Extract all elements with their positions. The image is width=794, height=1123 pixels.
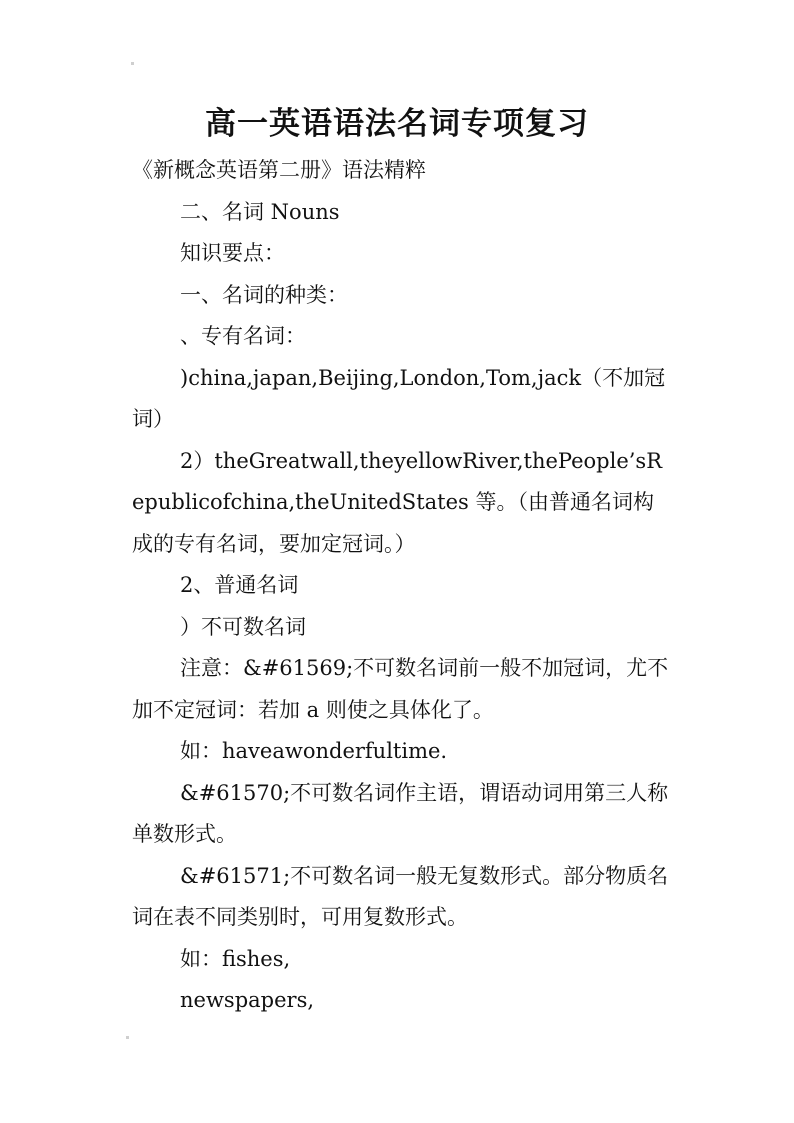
paragraph: ）不可数名词 (180, 614, 306, 639)
paragraph: 如：fishes, (180, 946, 291, 971)
paragraph: 2、普通名词 (180, 573, 299, 597)
document-body (132, 150, 672, 1022)
scan-mark (126, 1036, 129, 1039)
paragraph: 二、名词 Nouns (180, 199, 340, 224)
paragraph: 知识要点： (180, 241, 285, 265)
paragraph: 2）theGreatwall,theyellowRiver,thePeople’sRepublicofchina,theUnitedStates 等。（由普通名词构成的专有名词，要加定冠词。） (132, 448, 663, 556)
paragraph: 注意：&#61569;不可数名词前一般不加冠词，尤不加不定冠词：若加 a 则使之具体化了。 (132, 656, 669, 722)
scan-mark (131, 62, 134, 65)
paragraph: &#61571;不可数名词一般无复数形式。部分物质名词在表不同类别时，可用复数形式。 (132, 863, 669, 929)
paragraph: )china,japan,Beijing,London,Tom,jack（不加冠词） (132, 365, 666, 431)
paragraph: newspapers, (180, 988, 315, 1012)
paragraph: &#61570;不可数名词作主语，谓语动词用第三人称单数形式。 (132, 780, 669, 846)
paragraph: 、专有名词： (180, 324, 306, 348)
document-title: 高一英语语法名词专项复习 (205, 106, 589, 142)
paragraph: 一、名词的种类： (180, 282, 348, 307)
paragraph: 《新概念英语第二册》语法精粹 (132, 158, 426, 182)
paragraph: 如：haveawonderfultime. (180, 739, 448, 763)
